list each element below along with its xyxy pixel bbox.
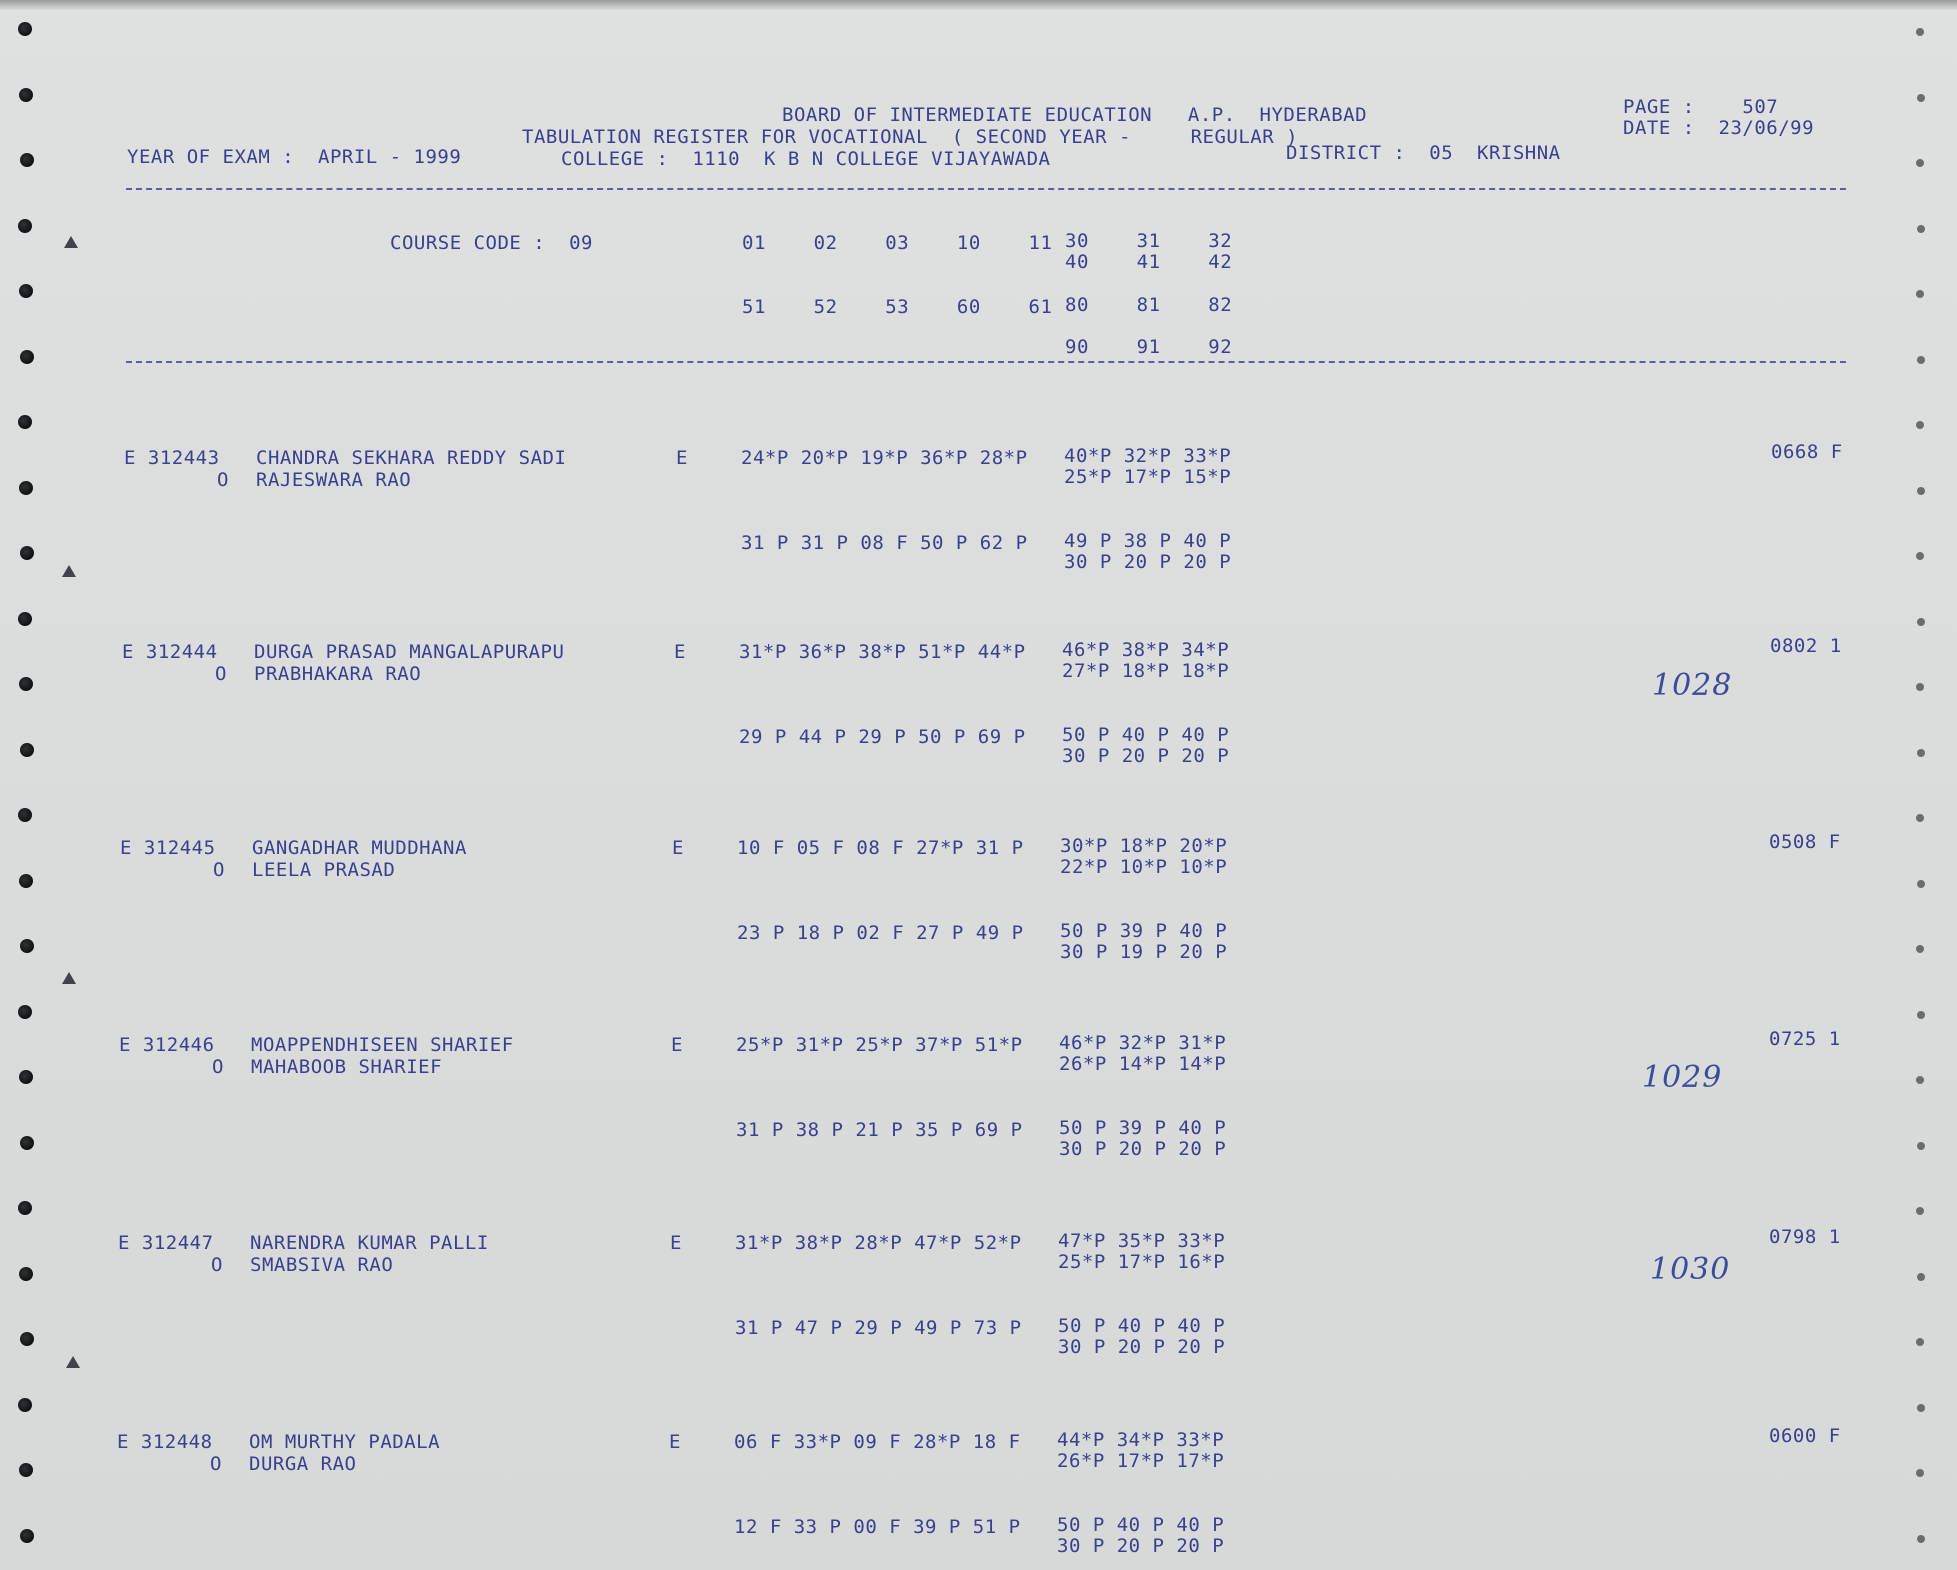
marks-part1: 06 F 33*P 09 F 28*P 18 F [734, 1431, 1021, 1453]
marks-part2: 31 P 47 P 29 P 49 P 73 P [735, 1317, 1022, 1339]
marks-part2: 29 P 44 P 29 P 50 P 69 P [739, 726, 1026, 748]
feed-hole-right [1917, 356, 1925, 364]
student-name: MOAPPENDHISEEN SHARIEF [251, 1034, 514, 1056]
feed-hole-left [19, 284, 33, 298]
feed-hole-right [1917, 1273, 1925, 1281]
feed-hole-right [1917, 487, 1925, 495]
father-name: SMABSIVA RAO [250, 1254, 394, 1276]
marks-part2-right-sub: 30 P 20 P 20 P [1062, 745, 1230, 767]
punch-mark [64, 236, 78, 248]
marks-part1-right: 46*P 32*P 31*P [1059, 1032, 1227, 1054]
marks-part1: 25*P 31*P 25*P 37*P 51*P [736, 1034, 1023, 1056]
student-code: O [217, 469, 229, 491]
feed-hole-left [20, 1529, 34, 1543]
total-result: 0725 1 [1769, 1028, 1841, 1050]
feed-hole-left [18, 1201, 32, 1215]
feed-hole-left [19, 481, 33, 495]
marks-part2-right-sub: 30 P 20 P 20 P [1057, 1535, 1225, 1557]
feed-hole-left [20, 939, 34, 953]
total-result: 0508 F [1769, 831, 1841, 853]
father-name: RAJESWARA RAO [256, 469, 412, 491]
father-name: PRABHAKARA RAO [254, 663, 422, 685]
marks-part1-right-sub: 26*P 17*P 17*P [1057, 1450, 1225, 1472]
feed-hole-right [1917, 1011, 1925, 1019]
medium: E [671, 1034, 683, 1056]
feed-hole-left [18, 219, 32, 233]
marks-part1-right: 30*P 18*P 20*P [1060, 835, 1228, 857]
marks-part2-right: 50 P 39 P 40 P [1060, 920, 1228, 942]
marks-part2-right-sub: 30 P 20 P 20 P [1058, 1336, 1226, 1358]
student-name: NARENDRA KUMAR PALLI [250, 1232, 489, 1254]
marks-part2: 23 P 18 P 02 F 27 P 49 P [737, 922, 1024, 944]
total-result: 0668 F [1771, 441, 1843, 463]
handwritten-serial: 1030 [1650, 1252, 1731, 1287]
marks-part2-right: 50 P 40 P 40 P [1062, 724, 1230, 746]
feed-hole-left [19, 1070, 33, 1084]
marks-part1-right: 46*P 38*P 34*P [1062, 639, 1230, 661]
father-name: DURGA RAO [249, 1453, 357, 1475]
board-title: BOARD OF INTERMEDIATE EDUCATION A.P. HYDERABAD [782, 104, 1368, 126]
marks-part2-right: 50 P 40 P 40 P [1057, 1514, 1225, 1536]
feed-hole-right [1916, 814, 1924, 822]
register-title: TABULATION REGISTER FOR VOCATIONAL ( SECOND YEAR - REGULAR ) [522, 126, 1299, 148]
feed-hole-left [18, 1005, 32, 1019]
feed-hole-right [1916, 28, 1924, 36]
marks-part1: 10 F 05 F 08 F 27*P 31 P [737, 837, 1024, 859]
college-info: COLLEGE : 1110 K B N COLLEGE VIJAYAWADA [561, 148, 1051, 170]
feed-hole-right [1917, 1404, 1925, 1412]
medium: E [669, 1431, 681, 1453]
student-id: E 312444 [122, 641, 218, 663]
feed-hole-left [20, 153, 34, 167]
marks-part1-right-sub: 25*P 17*P 16*P [1058, 1251, 1226, 1273]
subject-codes-row2: 51 52 53 60 61 [742, 296, 1053, 318]
feed-hole-right [1916, 1207, 1924, 1215]
student-name: DURGA PRASAD MANGALAPURAPU [254, 641, 565, 663]
feed-hole-left [20, 1332, 34, 1346]
feed-hole-left [20, 1136, 34, 1150]
feed-hole-left [18, 808, 32, 822]
student-code: O [210, 1453, 222, 1475]
marks-part1-right: 44*P 34*P 33*P [1057, 1429, 1225, 1451]
feed-hole-right [1916, 945, 1924, 953]
feed-hole-right [1916, 1338, 1924, 1346]
feed-hole-left [19, 677, 33, 691]
course-code: COURSE CODE : 09 [390, 232, 593, 254]
subject-codes-row3-right: 90 91 92 [1065, 336, 1233, 358]
medium: E [676, 447, 688, 469]
punch-mark [62, 972, 76, 984]
student-code: O [215, 663, 227, 685]
feed-hole-left [18, 415, 32, 429]
subject-codes-row1: 01 02 03 10 11 [742, 232, 1053, 254]
student-code: O [211, 1254, 223, 1276]
student-code: O [212, 1056, 224, 1078]
feed-hole-right [1917, 1535, 1925, 1543]
marks-part2: 31 P 31 P 08 F 50 P 62 P [741, 532, 1028, 554]
handwritten-serial: 1029 [1642, 1060, 1723, 1095]
marks-part1-right: 40*P 32*P 33*P [1064, 445, 1232, 467]
feed-hole-right [1916, 1076, 1924, 1084]
student-code: O [213, 859, 225, 881]
subject-codes-row1-right: 30 31 32 [1065, 230, 1233, 252]
father-name: LEELA PRASAD [252, 859, 396, 881]
marks-part2-right-sub: 30 P 20 P 20 P [1064, 551, 1232, 573]
student-id: E 312447 [118, 1232, 214, 1254]
subject-codes-row2-right: 80 81 82 [1065, 294, 1233, 316]
feed-hole-left [18, 1398, 32, 1412]
handwritten-serial: 1028 [1652, 668, 1733, 703]
student-id: E 312443 [124, 447, 220, 469]
feed-hole-left [18, 22, 32, 36]
marks-part1-right-sub: 27*P 18*P 18*P [1062, 660, 1230, 682]
marks-part2-right-sub: 30 P 20 P 20 P [1059, 1138, 1227, 1160]
father-name: MAHABOOB SHARIEF [251, 1056, 443, 1078]
total-result: 0600 F [1769, 1425, 1841, 1447]
feed-hole-left [20, 546, 34, 560]
dashed-rule-top [126, 188, 1846, 190]
total-result: 0798 1 [1769, 1226, 1841, 1248]
student-id: E 312446 [119, 1034, 215, 1056]
marks-part1-right: 47*P 35*P 33*P [1058, 1230, 1226, 1252]
student-id: E 312445 [120, 837, 216, 859]
marks-part1: 31*P 38*P 28*P 47*P 52*P [735, 1232, 1022, 1254]
feed-hole-right [1917, 618, 1925, 626]
print-date: DATE : 23/06/99 [1623, 117, 1815, 139]
marks-part2-right: 49 P 38 P 40 P [1064, 530, 1232, 552]
medium: E [672, 837, 684, 859]
punch-mark [66, 1356, 80, 1368]
feed-hole-left [19, 1463, 33, 1477]
feed-hole-right [1917, 880, 1925, 888]
marks-part1: 31*P 36*P 38*P 51*P 44*P [739, 641, 1026, 663]
feed-hole-left [20, 743, 34, 757]
marks-part2: 31 P 38 P 21 P 35 P 69 P [736, 1119, 1023, 1141]
feed-hole-left [19, 88, 33, 102]
feed-hole-right [1916, 1469, 1924, 1477]
feed-hole-left [20, 350, 34, 364]
subject-codes-row1-right-sub: 40 41 42 [1065, 251, 1233, 273]
feed-hole-right [1917, 94, 1925, 102]
medium: E [670, 1232, 682, 1254]
marks-part2: 12 F 33 P 00 F 39 P 51 P [734, 1516, 1021, 1538]
punch-mark [62, 565, 76, 577]
marks-part1-right-sub: 25*P 17*P 15*P [1064, 466, 1232, 488]
marks-part2-right: 50 P 39 P 40 P [1059, 1117, 1227, 1139]
marks-part1-right-sub: 22*P 10*P 10*P [1060, 856, 1228, 878]
feed-hole-right [1916, 159, 1924, 167]
feed-hole-right [1916, 552, 1924, 560]
feed-hole-left [19, 1267, 33, 1281]
year-of-exam: YEAR OF EXAM : APRIL - 1999 [127, 146, 462, 168]
marks-part1-right-sub: 26*P 14*P 14*P [1059, 1053, 1227, 1075]
feed-hole-right [1917, 749, 1925, 757]
total-result: 0802 1 [1770, 635, 1842, 657]
feed-hole-right [1916, 421, 1924, 429]
student-name: GANGADHAR MUDDHANA [252, 837, 467, 859]
marks-part2-right-sub: 30 P 19 P 20 P [1060, 941, 1228, 963]
feed-hole-right [1917, 1142, 1925, 1150]
paper-edge-shadow [0, 0, 1957, 10]
marks-part1: 24*P 20*P 19*P 36*P 28*P [741, 447, 1028, 469]
student-id: E 312448 [117, 1431, 213, 1453]
medium: E [674, 641, 686, 663]
dashed-rule-bottom [126, 361, 1846, 363]
page-number: PAGE : 507 [1623, 96, 1779, 118]
feed-hole-left [18, 612, 32, 626]
marks-part2-right: 50 P 40 P 40 P [1058, 1315, 1226, 1337]
student-name: CHANDRA SEKHARA REDDY SADI [256, 447, 567, 469]
feed-hole-left [19, 874, 33, 888]
feed-hole-right [1916, 290, 1924, 298]
student-name: OM MURTHY PADALA [249, 1431, 441, 1453]
district-info: DISTRICT : 05 KRISHNA [1286, 142, 1561, 164]
feed-hole-right [1917, 225, 1925, 233]
feed-hole-right [1916, 683, 1924, 691]
